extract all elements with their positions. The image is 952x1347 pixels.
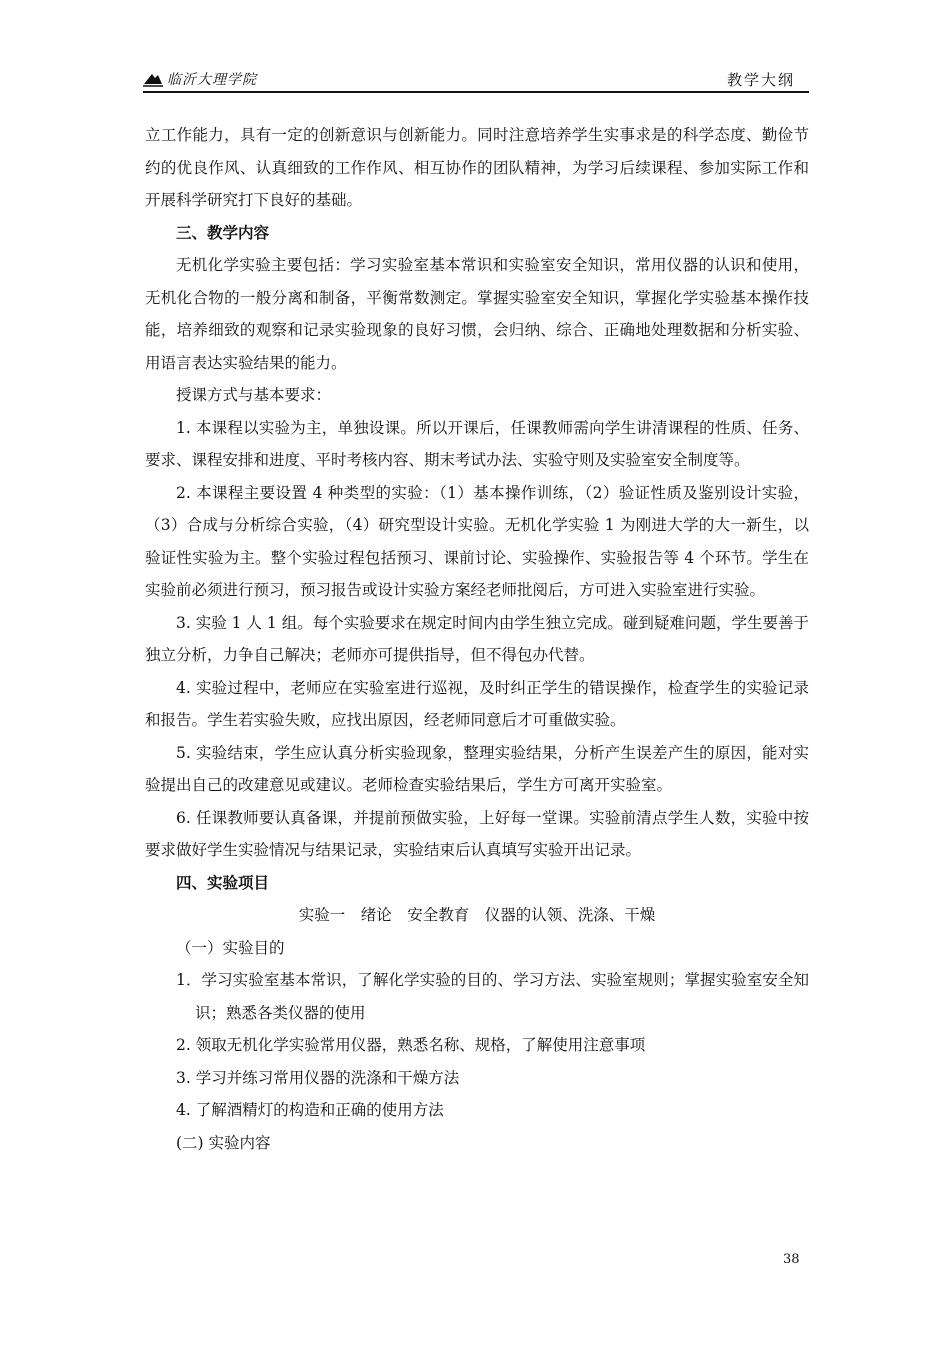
method-paragraph: 授课方式与基本要求： (176, 386, 332, 404)
experiment-title: 实验一 绪论 安全教育 仪器的认领、洗涤、干燥 (298, 906, 656, 924)
requirement-item: 4. 实验过程中，老师应在实验室进行巡视，及时纠正学生的错误操作，检查学生的实验记录和报告。学生若实验失败，应找出原因，经老师同意后才可重做实验。 (145, 678, 809, 729)
requirement-item: 6. 任课教师要认真备课，并提前预做实验，上好每一堂课。实验前清点学生人数，实验中按要求做好学生实验情况与结果记录，实验结束后认真填写实验开出记录。 (145, 808, 809, 859)
objective-item: 4. 了解酒精灯的构造和正确的使用方法 (176, 1101, 444, 1119)
header-title: 教学大纲 (726, 71, 795, 89)
page-number: 38 (783, 1252, 800, 1267)
content-paragraph: 无机化学实验主要包括：学习实验室基本常识和实验室安全知识，常用仪器的认识和使用，无机化合物的一般分离和制备，平衡常数测定。掌握实验室安全知识，掌握化学实验基本操作技能，培养细致的观察和记录实验现象的良好习惯，会归纳、综合、正确地处理数据和分析实验、用语言表达实验结果的能力。 (145, 256, 809, 372)
header-divider (143, 91, 809, 93)
intro-paragraph: 立工作能力，具有一定的创新意识与创新能力。同时注意培养学生实事求是的科学态度、勤俭节约的优良作风、认真细致的工作作风、相互协作的团队精神，为学习后续课程、参加实际工作和开展科学研究打下良好的基础。 (145, 126, 809, 209)
requirement-item: 5. 实验结束，学生应认真分析实验现象，整理实验结果，分析产生误差产生的原因，能对实验提出自己的改建意见或建议。老师检查实验结果后，学生方可离开实验室。 (145, 743, 809, 794)
document-body (145, 119, 809, 1159)
objective-item: 2. 领取无机化学实验常用仪器，熟悉名称、规格，了解使用注意事项 (176, 1036, 646, 1054)
requirement-item: 3. 实验 1 人 1 组。每个实验要求在规定时间内由学生独立完成。碰到疑难问题，学生要善于独立分析，力争自己解决；老师亦可提供指导，但不得包办代替。 (145, 613, 809, 664)
subheading-objectives: （一）实验目的 (176, 938, 285, 957)
logo-icon (143, 71, 163, 87)
requirement-item: 2. 本课程主要设置 4 种类型的实验：（1）基本操作训练，（2）验证性质及鉴别设计实验，（3）合成与分析综合实验，（4）研究型设计实验。无机化学实验 1 为刚进大学的大一新生，以验证性实验为主。整个实验过程包括预习、课前讨论、实验操作、实验报告等 4 个环节。学生在实验前必须进行预习，预习报告或设计实验方案经老师批阅后，方可进入实验室进行实验。 (145, 483, 809, 599)
logo-text: 临沂大理学院 (167, 72, 257, 88)
page-header (143, 66, 809, 92)
requirement-item: 1. 本课程以实验为主，单独设课。所以开课后，任课教师需向学生讲清课程的性质、任务、要求、课程安排和进度、平时考核内容、期末考试办法、实验守则及实验室安全制度等。 (145, 418, 809, 469)
section-heading-teaching-content: 三、教学内容 (176, 223, 270, 242)
objective-item: 1．学习实验室基本常识，了解化学实验的目的、学习方法、实验室规则；掌握实验室安全知识；熟悉各类仪器的使用 (176, 971, 809, 1022)
section-heading-experiments: 四、实验项目 (176, 873, 270, 892)
objective-item: 3. 学习并练习常用仪器的洗涤和干燥方法 (176, 1068, 460, 1087)
subheading-content: (二) 实验内容 (176, 1133, 271, 1152)
university-logo (143, 68, 257, 90)
